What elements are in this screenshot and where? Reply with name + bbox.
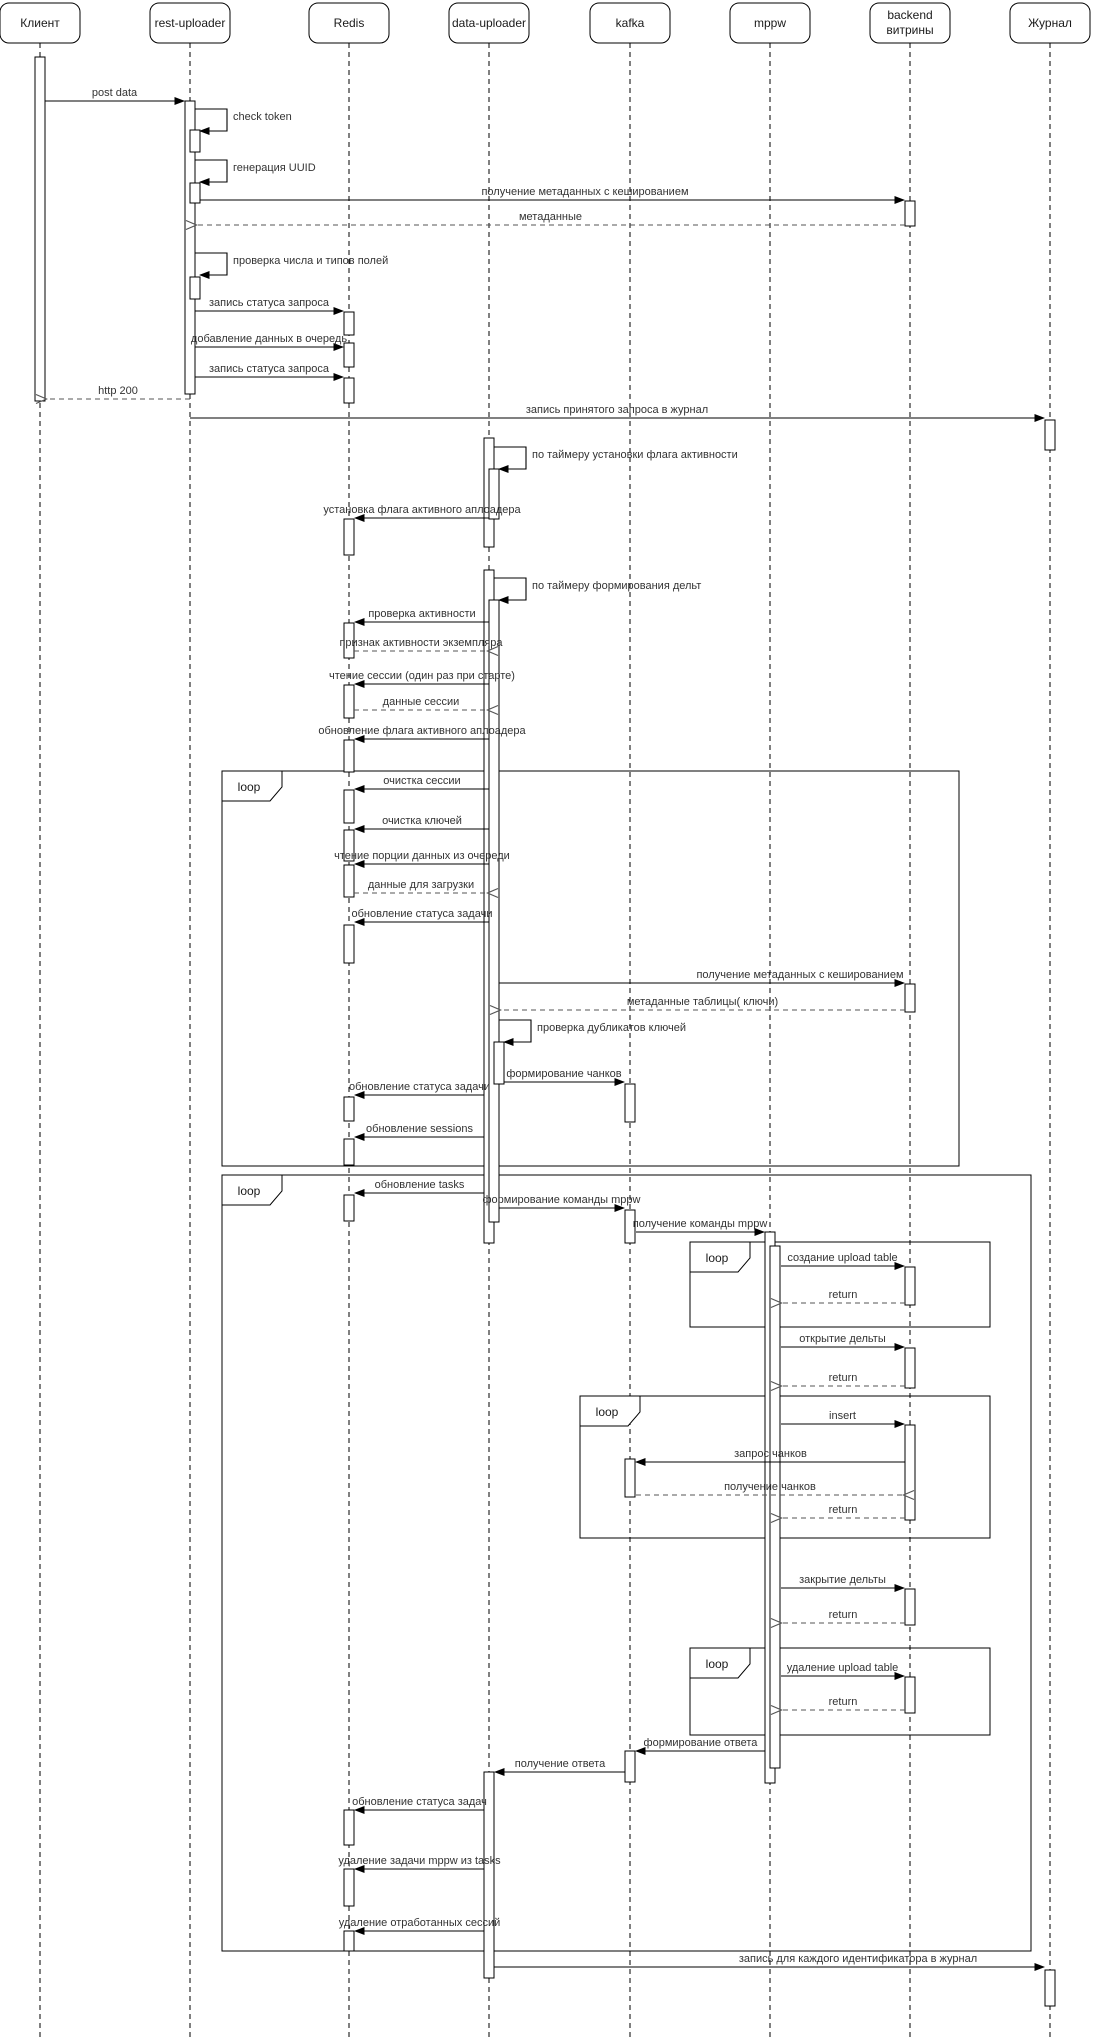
message-label: чтение сессии (один раз при старте) [329,670,515,682]
activation-bar-mppw [770,1246,780,1768]
message-label: метаданные таблицы( ключи) [626,996,779,1008]
message [191,333,347,347]
actor-name-backend: backend витрины [886,8,934,37]
activation-bar-data-uploader [494,1042,504,1084]
actor-name-kafka: kafka [615,16,645,30]
activation-bar-backend [905,1425,915,1520]
message-label: проверка активности [368,608,476,620]
activation-bar-redis [344,925,354,963]
message-label: запись для каждого идентификатора в журнал [738,1953,978,1965]
message [504,1068,624,1082]
activation-bar-redis [344,378,354,403]
message-label: получение команды mppw [632,1218,768,1230]
message [355,1123,484,1137]
loop-label: loop [237,780,261,794]
message [355,608,489,622]
message-label: чтение порции данных из очереди [334,850,510,862]
activation-bar-journal [1045,1970,1055,2006]
activation-bar-redis [344,1195,354,1221]
message-label: обновление статуса задач [352,1796,487,1808]
message [781,1574,904,1588]
activation-bar-kafka [625,1084,635,1122]
message [339,637,503,651]
message [483,1194,641,1208]
activation-bar-redis [344,1869,354,1906]
message-label: формирование ответа [643,1737,758,1749]
activation-bar-rest-uploader [190,183,200,203]
actor-name-rest-uploader: rest-uploader [154,16,226,30]
message [633,1218,768,1232]
message [329,670,515,684]
message-label: формирование команды mppw [482,1194,641,1206]
activation-bar-redis [344,343,354,367]
message [323,504,521,518]
message-label: запрос чанков [734,1448,807,1460]
message [354,879,488,893]
message-label: получение чанков [724,1481,816,1493]
activation-bar-redis [344,865,354,897]
message-label: данные для загрузки [367,879,475,891]
message-label: получение метаданных с кешированием [696,969,904,981]
actor-header-client [0,3,80,43]
message [781,1662,904,1676]
message-label: формирование чанков [506,1068,622,1080]
message-label: return [828,1696,858,1708]
loop-label: loop [705,1251,729,1265]
self-message-label: по таймеру установки флага активности [532,449,738,461]
message-label: http 200 [98,385,138,397]
message-label: получение ответа [514,1758,606,1770]
activation-bar-rest-uploader [190,130,200,152]
actor-header-data-uploader [449,3,529,43]
activation-bar-kafka [625,1751,635,1782]
message [318,725,526,739]
message [195,363,343,377]
message-label: return [828,1504,858,1516]
self-message-label: по таймеру формирования дельт [532,580,702,592]
message-label: удаление upload table [786,1662,899,1674]
message [352,1796,487,1810]
loop-label: loop [705,1657,729,1671]
self-message-label: check token [233,111,292,123]
message [781,1333,904,1347]
actor-name-redis: Redis [333,16,365,30]
message-label: очистка ключей [382,815,462,827]
message-label: метаданные [518,211,583,223]
self-message-label: проверка дубликатов ключей [537,1022,687,1034]
actor-name-journal: Журнал [1028,16,1072,30]
message-label: установка флага активного аплоадера [323,504,521,516]
loop-label: loop [595,1405,619,1419]
message-label: очистка сессии [383,775,461,787]
message-label: post data [91,87,138,99]
message [349,1081,490,1095]
self-message-label: проверка числа и типов полей [233,255,389,267]
actor-name-mppw: mppw [753,16,787,30]
activation-bar-backend [905,1348,915,1388]
message-label: получение метаданных с кешированием [481,186,689,198]
actor-header-kafka [590,3,670,43]
message-label: удаление отработанных сессий [338,1917,501,1929]
activation-bar-rest-uploader [190,277,200,299]
activation-bar-redis [344,519,354,555]
message-label: данные сессии [382,696,460,708]
message-label: создание upload table [787,1252,898,1264]
message-label: return [828,1289,858,1301]
loop-label: loop [237,1184,261,1198]
activation-bar-backend [905,201,915,226]
activation-bar-backend [905,984,915,1012]
actor-header-backend [870,3,950,43]
message-label: return [828,1609,858,1621]
message-label: insert [829,1410,856,1422]
actor-name-client: Клиент [20,16,60,30]
actor-header-journal [1010,3,1090,43]
message-label: обновление флага активного аплоадера [318,725,526,737]
message-label: обновление tasks [374,1179,465,1191]
message-label: запись принятого запроса в журнал [525,404,709,416]
activation-bar-redis [344,1097,354,1121]
message-label: запись статуса запроса [208,363,330,375]
activation-bar-redis [344,1931,354,1951]
message [339,1917,500,1931]
message [352,908,493,922]
activation-bar-backend [905,1677,915,1713]
message-label: return [828,1372,858,1384]
message-label: открытие дельты [799,1333,886,1345]
message [334,850,510,864]
message-label: закрытие дельты [799,1574,886,1586]
actor-header-rest-uploader [150,3,230,43]
activation-bar-redis [344,740,354,772]
activation-bar-client [35,57,45,401]
actor-header-mppw [730,3,810,43]
activation-bar-journal [1045,420,1055,450]
message [195,297,343,311]
activation-bar-redis [344,312,354,335]
message-label: добавление данных в очередь [190,333,348,345]
activation-bar-kafka [625,1459,635,1497]
actor-header-redis [309,3,389,43]
activation-bar-redis [344,685,354,718]
message-label: обновление статуса задачи [351,908,493,920]
message [338,1855,501,1869]
message-label: обновление sessions [366,1123,473,1135]
message-label: признак активности экземпляра [339,637,503,649]
activation-bar-redis [344,790,354,823]
message [781,1252,904,1266]
message-label: обновление статуса задачи [349,1081,490,1093]
message [636,1737,765,1751]
actor-name-data-uploader: data-uploader [451,16,527,30]
activation-bar-redis [344,1139,354,1165]
self-message-label: генерация UUID [233,162,316,174]
activation-bar-redis [344,1810,354,1845]
activation-bar-backend [905,1267,915,1305]
activation-bar-backend [905,1589,915,1625]
message-label: запись статуса запроса [208,297,330,309]
message-label: удаление задачи mppw из tasks [338,1855,501,1867]
